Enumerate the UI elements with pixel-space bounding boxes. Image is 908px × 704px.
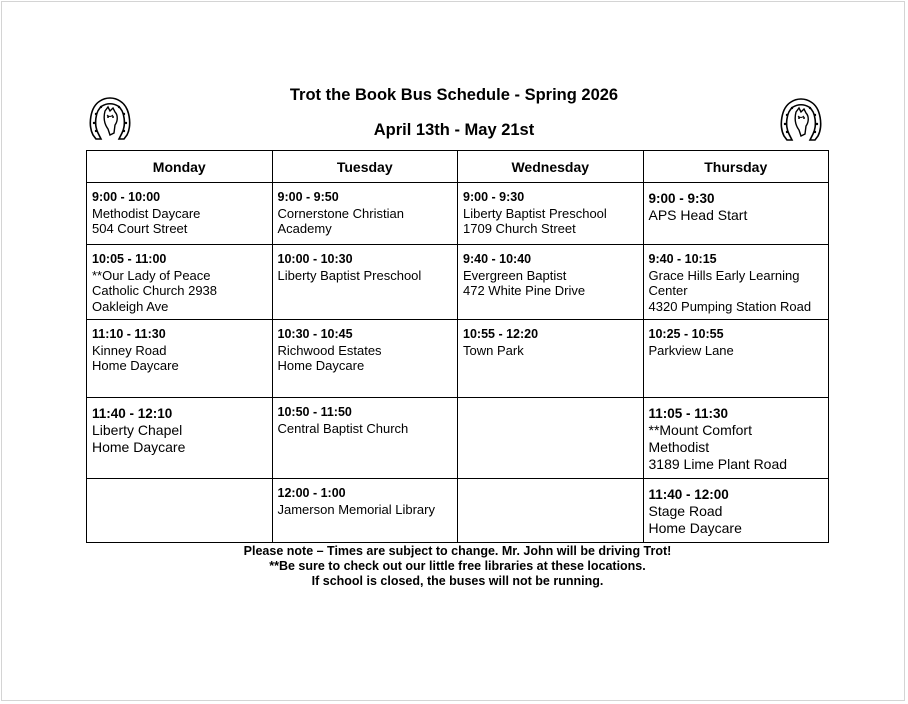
schedule-cell <box>643 183 829 245</box>
cell-content <box>87 320 272 374</box>
time-slot: 10:00 - 10:30 <box>277 252 353 266</box>
page-title: Trot the Book Bus Schedule - Spring 2026 <box>289 86 619 104</box>
cell-content <box>644 398 829 473</box>
cell-content <box>458 245 643 299</box>
location-line: Grace Hills Early Learning <box>648 267 800 283</box>
schedule-cell <box>458 479 644 543</box>
schedule-cell <box>272 245 458 320</box>
cell-content <box>458 320 643 358</box>
cell-content <box>644 183 829 224</box>
table-header-row <box>87 151 829 183</box>
location-line: Home Daycare <box>92 358 179 373</box>
cell-content <box>644 245 829 314</box>
location-line: APS Head Start <box>648 207 748 223</box>
schedule-cell <box>87 245 273 320</box>
time-slot: 9:40 - 10:40 <box>463 252 532 266</box>
notes-section <box>86 544 829 589</box>
schedule-cell <box>643 245 829 320</box>
location-line: Methodist <box>648 439 710 455</box>
time-slot: 9:00 - 10:00 <box>92 190 161 204</box>
location-line: 472 White Pine Drive <box>463 283 586 298</box>
time-slot: 11:40 - 12:10 <box>92 406 173 421</box>
horseshoe-horse-logo-icon <box>88 95 132 143</box>
location-line: Central Baptist Church <box>277 420 409 436</box>
location-line: Home Daycare <box>648 520 742 536</box>
time-slot: 10:05 - 11:00 <box>92 252 167 266</box>
schedule-cell <box>643 320 829 398</box>
schedule-table <box>86 150 829 543</box>
table-row <box>87 245 829 320</box>
schedule-cell <box>87 320 273 398</box>
location-line: Parkview Lane <box>648 342 734 358</box>
location-line: Home Daycare <box>277 358 365 373</box>
location-line: 504 Court Street <box>92 221 188 236</box>
column-header: Tuesday <box>272 151 458 183</box>
cell-content <box>644 320 829 358</box>
time-slot: 10:25 - 10:55 <box>648 327 724 341</box>
schedule-cell <box>643 398 829 479</box>
date-range-subtitle: April 13th - May 21st <box>373 121 535 139</box>
cell-content <box>87 245 272 314</box>
schedule-cell <box>643 479 829 543</box>
schedule-cell <box>87 398 273 479</box>
location-line: 1709 Church Street <box>463 221 576 236</box>
cell-content <box>458 398 643 405</box>
note-line: Please note – Times are subject to change. Mr. John will be driving Trot! <box>243 544 672 558</box>
column-header: Monday <box>87 151 273 183</box>
location-line: Liberty Baptist Preschool <box>463 205 607 221</box>
location-line: Academy <box>277 221 332 236</box>
time-slot: 10:55 - 12:20 <box>463 327 539 341</box>
schedule-cell <box>87 479 273 543</box>
schedule-cell <box>458 183 644 245</box>
schedule-cell <box>272 183 458 245</box>
note-line: If school is closed, the buses will not be running. <box>311 574 604 588</box>
table-row <box>87 479 829 543</box>
cell-content <box>273 320 458 374</box>
location-line: Center <box>648 283 688 298</box>
table-row <box>87 398 829 479</box>
schedule-cell <box>272 479 458 543</box>
location-line: **Our Lady of Peace <box>92 267 211 283</box>
location-line: Jamerson Memorial Library <box>277 501 435 517</box>
location-line: Liberty Baptist Preschool <box>277 267 422 283</box>
schedule-cell <box>87 183 273 245</box>
time-slot: 12:00 - 1:00 <box>277 486 346 500</box>
time-slot: 10:30 - 10:45 <box>277 327 353 341</box>
time-slot: 10:50 - 11:50 <box>277 405 352 419</box>
location-line: **Mount Comfort <box>648 422 752 438</box>
location-line: Liberty Chapel <box>92 422 183 438</box>
location-line: 3189 Lime Plant Road <box>648 456 788 472</box>
column-header: Thursday <box>643 151 829 183</box>
time-slot: 11:10 - 11:30 <box>92 327 166 341</box>
time-slot: 9:00 - 9:30 <box>648 191 715 206</box>
location-line: Town Park <box>463 342 524 358</box>
schedule-cell <box>272 398 458 479</box>
location-line: Kinney Road <box>92 342 167 358</box>
horseshoe-horse-logo-icon <box>779 96 823 144</box>
cell-content <box>458 183 643 237</box>
time-slot: 9:40 - 10:15 <box>648 252 717 266</box>
cell-content <box>273 245 458 283</box>
time-slot: 11:05 - 11:30 <box>648 406 729 421</box>
cell-content <box>273 183 458 237</box>
schedule-cell <box>458 320 644 398</box>
cell-content <box>273 398 458 436</box>
cell-content <box>458 479 643 486</box>
schedule-cell <box>458 398 644 479</box>
note-line: **Be sure to check out our little free libraries at these locations. <box>269 559 646 573</box>
location-line: Catholic Church 2938 <box>92 283 218 298</box>
table-row <box>87 183 829 245</box>
location-line: Richwood Estates <box>277 342 382 358</box>
time-slot: 9:00 - 9:50 <box>277 190 339 204</box>
cell-content <box>87 479 272 486</box>
table-row <box>87 320 829 398</box>
location-line: 4320 Pumping Station Road <box>648 298 812 314</box>
location-line: Methodist Daycare <box>92 205 201 221</box>
location-line: Home Daycare <box>92 439 186 455</box>
time-slot: 11:40 - 12:00 <box>648 487 729 502</box>
cell-content <box>644 479 829 537</box>
column-header: Wednesday <box>458 151 644 183</box>
cell-content <box>87 183 272 237</box>
time-slot: 9:00 - 9:30 <box>463 190 525 204</box>
schedule-cell <box>272 320 458 398</box>
cell-content <box>273 479 458 517</box>
cell-content <box>87 398 272 456</box>
schedule-cell <box>458 245 644 320</box>
location-line: Evergreen Baptist <box>463 267 567 283</box>
location-line: Stage Road <box>648 503 723 519</box>
location-line: Oakleigh Ave <box>92 298 169 314</box>
location-line: Cornerstone Christian <box>277 205 404 221</box>
